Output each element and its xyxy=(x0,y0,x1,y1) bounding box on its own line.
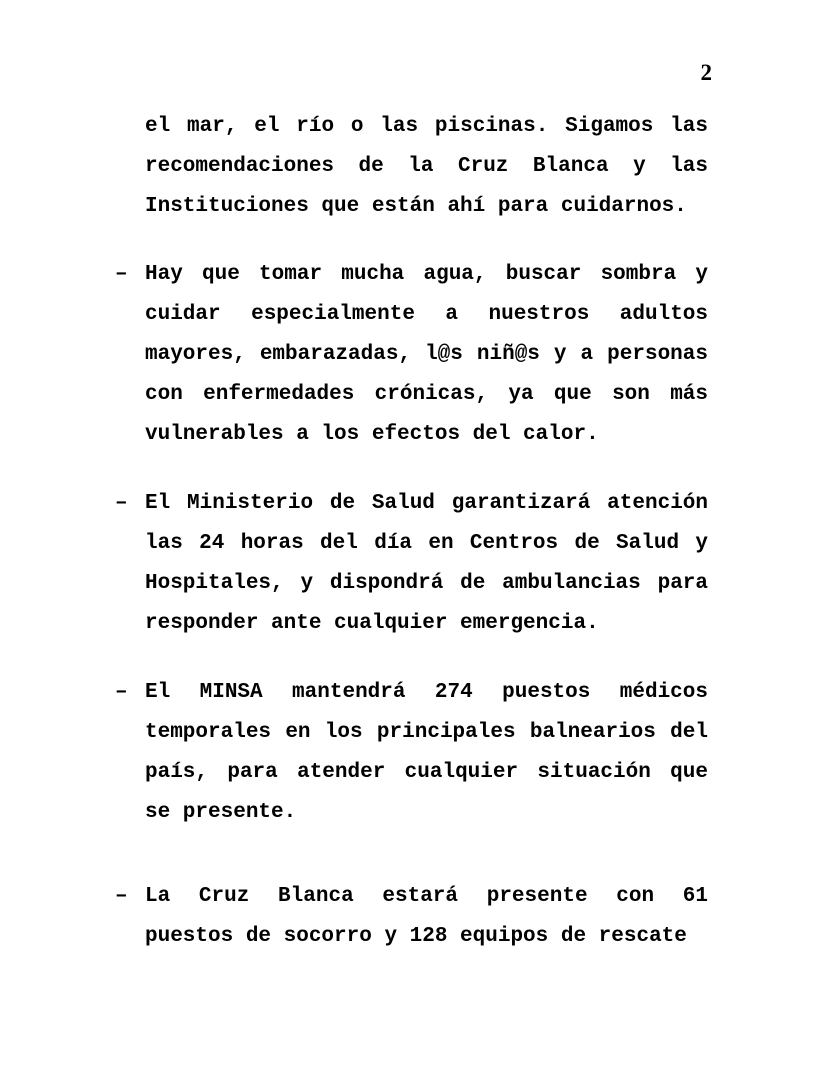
paragraph-text: El MINSA mantendrá 274 puestos médicos temporales en los principales balnearios del país, para atender cualquier situación que se presente. xyxy=(145,681,708,824)
bullet-dash: – xyxy=(115,681,128,704)
bullet-item-minsa-puestos xyxy=(115,673,708,833)
paragraph-text: el mar, el río o las piscinas. Sigamos las recomendaciones de la Cruz Blanca y las Instituciones que están ahí para cuidarnos. xyxy=(145,115,708,218)
bullet-dash: – xyxy=(115,492,128,515)
bullet-item-hydration xyxy=(115,255,708,455)
bullet-dash: – xyxy=(115,263,128,286)
paragraph-text: El Ministerio de Salud garantizará atención las 24 horas del día en Centros de Salud y Hospitales, y dispondrá de ambulancias para responder ante cualquier emergencia. xyxy=(145,492,708,635)
paragraph-text: La Cruz Blanca estará presente con 61 puestos de socorro y 128 equipos de rescate xyxy=(145,885,708,948)
bullet-item-ministerio-salud xyxy=(115,484,708,644)
bullet-item-cruz-blanca xyxy=(115,877,708,957)
bullet-dash: – xyxy=(115,885,128,908)
paragraph-text: Hay que tomar mucha agua, buscar sombra y cuidar especialmente a nuestros adultos mayores, embarazadas, l@s niñ@s y a personas con enfermedades crónicas, ya que son más vulnerables a los efectos del calor. xyxy=(145,263,708,446)
page-number: 2 xyxy=(700,60,712,85)
paragraph-continuation xyxy=(145,107,708,227)
